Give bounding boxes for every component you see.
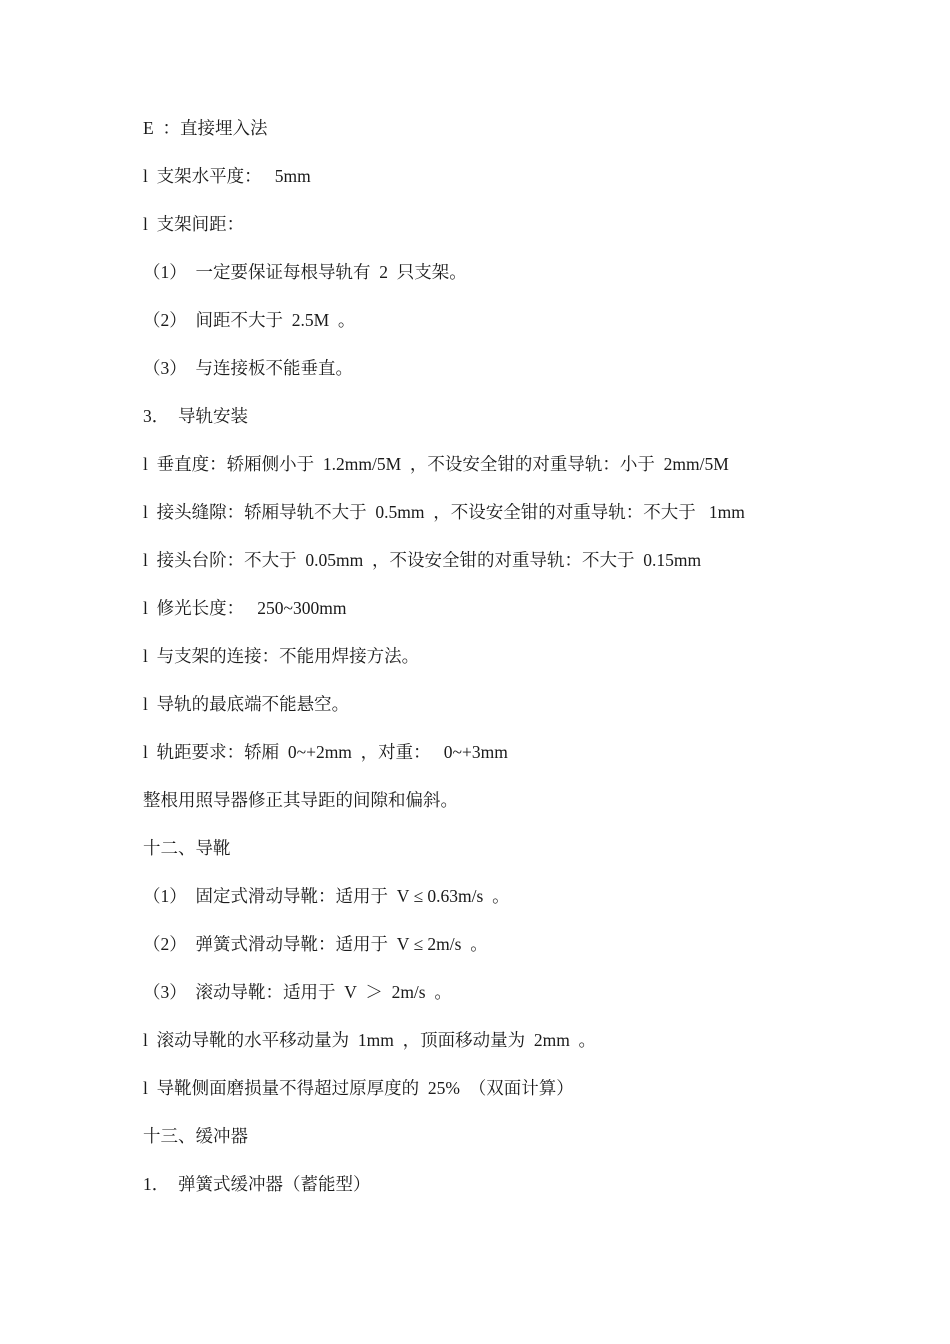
section-heading: 1． 弹簧式缓冲器（蓄能型） (143, 1174, 371, 1194)
text-line: E ：直接埋入法 (143, 118, 268, 138)
text-line: （3） 与连接板不能垂直。 (143, 358, 353, 378)
text-line: l 轨距要求：轿厢 0~+2mm ，对重： 0~+3mm (143, 742, 508, 762)
text-line: （3） 滚动导靴：适用于 V ＞ 2m/s 。 (143, 982, 452, 1002)
text-line: l 接头缝隙：轿厢导轨不大于 0.5mm ，不设安全钳的对重导轨：不大于 1mm (143, 502, 745, 522)
text-line: （1） 固定式滑动导靴：适用于 V ≤ 0.63m/s 。 (143, 886, 510, 906)
text-line: l 接头台阶：不大于 0.05mm ，不设安全钳的对重导轨：不大于 0.15mm (143, 550, 702, 570)
text-line: 整根用照导器修正其导距的间隙和偏斜。 (143, 790, 458, 810)
text-line: l 修光长度： 250~300mm (143, 598, 347, 618)
text-line: （2） 弹簧式滑动导靴：适用于 V ≤ 2m/s 。 (143, 934, 488, 954)
section-heading: 十二、导靴 (143, 838, 231, 858)
text-line: （1） 一定要保证每根导轨有 2 只支架。 (143, 262, 467, 282)
text-line: l 滚动导靴的水平移动量为 1mm ，顶面移动量为 2mm 。 (143, 1030, 597, 1050)
text-line: l 支架水平度： 5mm (143, 166, 311, 186)
text-line: l 支架间距： (143, 214, 245, 234)
section-heading: 3． 导轨安装 (143, 406, 248, 426)
text-line: l 导靴侧面磨损量不得超过原厚度的 25% （双面计算） (143, 1078, 574, 1098)
text-line: l 导轨的最底端不能悬空。 (143, 694, 350, 714)
section-heading: 十三、缓冲器 (143, 1126, 248, 1146)
text-line: （2） 间距不大于 2.5M 。 (143, 310, 356, 330)
document-body (143, 114, 903, 1218)
text-line: l 与支架的连接：不能用焊接方法。 (143, 646, 420, 666)
text-line: l 垂直度：轿厢侧小于 1.2mm/5M ，不设安全钳的对重导轨：小于 2mm/5M (143, 454, 729, 474)
